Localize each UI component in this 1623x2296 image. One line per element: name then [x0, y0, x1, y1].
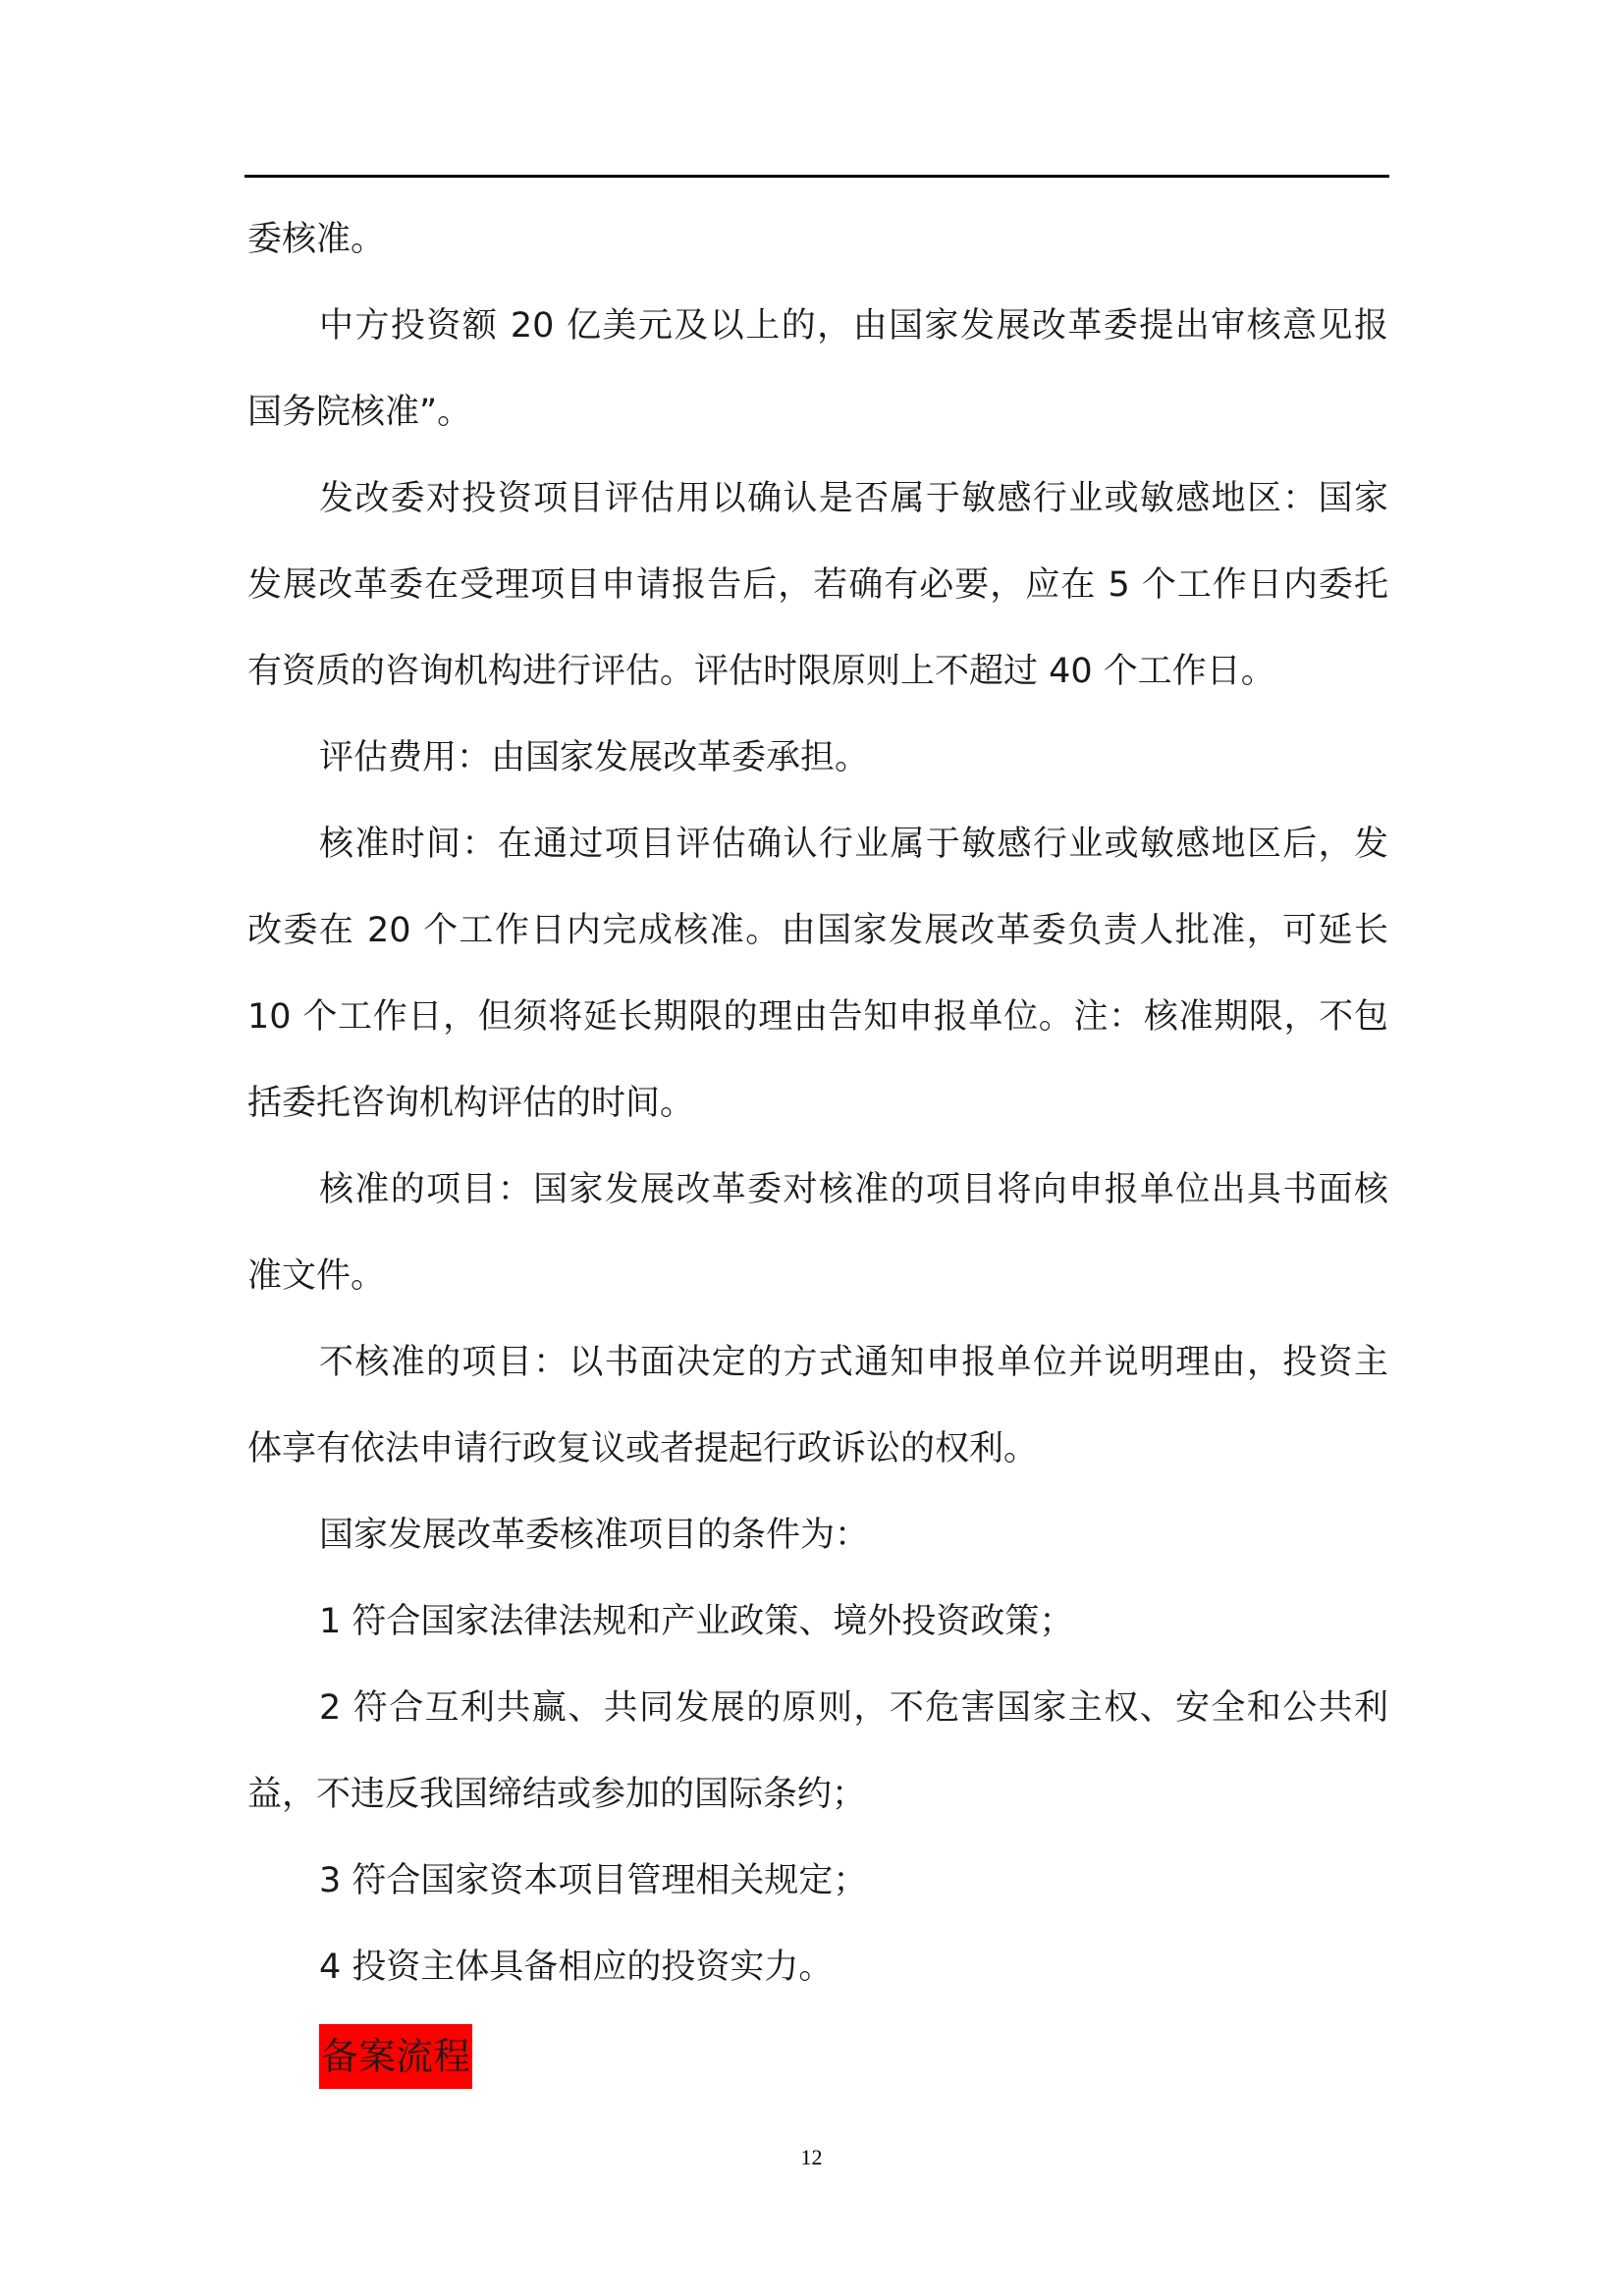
text-line: 4 投资主体具备相应的投资实力。 — [319, 1948, 834, 1987]
text-line: 委核准。 — [247, 220, 386, 259]
text-line: 有资质的咨询机构进行评估。评估时限原则上不超过 40 个工作日。 — [247, 652, 1275, 691]
text-line: 10 个工作日，但须将延长期限的理由告知申报单位。注：核准期限，不包 — [247, 997, 1388, 1037]
text-line: 国家发展改革委核准项目的条件为： — [319, 1516, 870, 1555]
text-line: 括委托咨询机构评估的时间。 — [247, 1084, 695, 1123]
text-line: 发展改革委在受理项目申请报告后，若确有必要，应在 5 个工作日内委托 — [247, 565, 1388, 605]
text-line: 不核准的项目：以书面决定的方式通知申报单位并说明理由，投资主 — [319, 1343, 1388, 1382]
text-line: 体享有依法申请行政复议或者提起行政诉讼的权利。 — [247, 1429, 1039, 1468]
text-line: 准文件。 — [247, 1256, 386, 1296]
header-rule — [244, 175, 1389, 178]
text-line: 评估费用：由国家发展改革委承担。 — [319, 738, 870, 777]
body-text — [247, 210, 1388, 2110]
text-line: 1 符合国家法律法规和产业政策、境外投资政策； — [319, 1602, 1074, 1641]
text-line: 3 符合国家资本项目管理相关规定； — [319, 1861, 868, 1900]
text-line: 2 符合互利共赢、共同发展的原则，不危害国家主权、安全和公共利 — [319, 1688, 1388, 1728]
text-line: 中方投资额 20 亿美元及以上的，由国家发展改革委提出审核意见报 — [319, 306, 1388, 346]
text-line: 改委在 20 个工作日内完成核准。由国家发展改革委负责人批准，可延长 — [247, 911, 1388, 950]
section-heading-row — [247, 2024, 1388, 2110]
text-line: 发改委对投资项目评估用以确认是否属于敏感行业或敏感地区：国家 — [319, 479, 1388, 518]
page-number: 12 — [800, 2145, 823, 2169]
text-line: 核准的项目：国家发展改革委对核准的项目将向申报单位出具书面核 — [319, 1170, 1388, 1209]
text-line: 益，不违反我国缔结或参加的国际条约； — [247, 1775, 867, 1814]
section-heading: 备案流程 — [319, 2024, 472, 2089]
text-line: 国务院核准”。 — [247, 393, 472, 432]
text-line: 核准时间：在通过项目评估确认行业属于敏感行业或敏感地区后，发 — [319, 825, 1388, 864]
